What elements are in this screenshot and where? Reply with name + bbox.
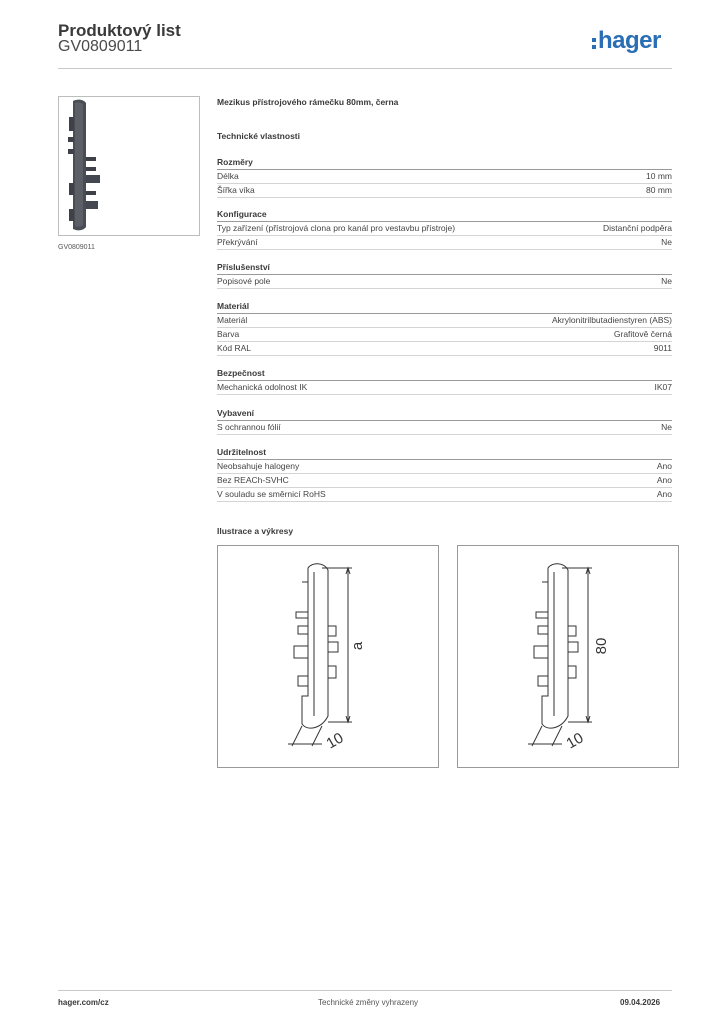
spec-value: Ano xyxy=(656,475,672,485)
spec-label: Neobsahuje halogeny xyxy=(217,461,300,471)
footer-note: Technické změny vyhrazeny xyxy=(318,998,419,1007)
spec-label: Šířka víka xyxy=(217,185,255,195)
spec-row xyxy=(217,342,672,356)
section-title: Konfigurace xyxy=(217,208,672,222)
spec-value: Ano xyxy=(656,489,672,499)
product-code: GV0809011 xyxy=(58,38,143,55)
spec-value: Ano xyxy=(656,461,672,471)
spec-row xyxy=(217,170,672,184)
dimension-drawing-a xyxy=(217,545,439,768)
spec-label: Popisové pole xyxy=(217,276,271,286)
spec-value: 9011 xyxy=(653,343,672,353)
spec-label: Překrývání xyxy=(217,237,258,247)
spec-row xyxy=(217,275,672,289)
section-title: Udržitelnost xyxy=(217,446,672,460)
dimension-label-height: a xyxy=(349,641,366,651)
spec-label: Materiál xyxy=(217,315,248,325)
spec-row xyxy=(217,421,672,435)
section-material xyxy=(217,300,672,356)
spec-value: IK07 xyxy=(654,382,672,392)
spec-value: Akrylonitrilbutadienstyren (ABS) xyxy=(552,315,672,325)
technical-drawing xyxy=(218,546,438,767)
spec-label: Délka xyxy=(217,171,239,181)
page-title: Produktový list xyxy=(58,21,181,40)
section-title: Rozměry xyxy=(217,156,672,170)
spec-value: Ne xyxy=(661,276,672,286)
spec-value: 10 mm xyxy=(646,171,672,181)
spec-row xyxy=(217,381,672,395)
dimension-drawing-80 xyxy=(457,545,679,768)
technical-drawing xyxy=(458,546,678,767)
spec-value: Grafitově černá xyxy=(613,329,672,339)
product-name: Mezikus přístrojového rámečku 80mm, černa xyxy=(217,97,399,107)
section-equipment xyxy=(217,407,672,435)
spec-row xyxy=(217,236,672,250)
spec-label: Barva xyxy=(217,329,240,339)
spec-value: 80 mm xyxy=(646,185,672,195)
product-image-caption: GV0809011 xyxy=(58,244,95,251)
spec-row xyxy=(217,184,672,198)
spec-label: S ochrannou fólií xyxy=(217,422,281,432)
product-photo xyxy=(59,97,199,235)
dimension-label-depth: 10 xyxy=(323,729,347,753)
spec-label: Mechanická odolnost IK xyxy=(217,382,308,392)
section-safety xyxy=(217,367,672,395)
spec-label: Kód RAL xyxy=(217,343,252,353)
footer-divider xyxy=(58,990,672,991)
spec-value: Ne xyxy=(661,237,672,247)
spec-row xyxy=(217,474,672,488)
section-dimensions xyxy=(217,156,672,198)
footer-site-link[interactable]: hager.com/cz xyxy=(58,998,109,1007)
logo-text: hager xyxy=(598,27,661,54)
spec-value: Ne xyxy=(661,422,672,432)
spec-row xyxy=(217,328,672,342)
spec-row xyxy=(217,488,672,502)
logo-dots-icon xyxy=(592,38,596,49)
spec-label: V souladu se směrnicí RoHS xyxy=(217,489,326,499)
tech-properties-title: Technické vlastnosti xyxy=(217,131,300,141)
spec-value: Distanční podpěra xyxy=(603,223,672,233)
product-image-frame xyxy=(58,96,200,236)
footer-date: 09.04.2026 xyxy=(620,998,661,1007)
section-title: Materiál xyxy=(217,300,672,314)
header-divider xyxy=(58,68,672,69)
spec-label: Typ zařízení (přístrojová clona pro kanál pro vestavbu přístroje) xyxy=(217,223,456,233)
section-title: Vybavení xyxy=(217,407,672,421)
spec-row xyxy=(217,460,672,474)
section-title: Příslušenství xyxy=(217,261,672,275)
spec-label: Bez REACh-SVHC xyxy=(217,475,289,485)
illustrations-title: Ilustrace a výkresy xyxy=(217,526,294,536)
dimension-label-height: 80 xyxy=(593,637,610,655)
spec-row xyxy=(217,314,672,328)
section-title: Bezpečnost xyxy=(217,367,672,381)
section-configuration xyxy=(217,208,672,250)
section-accessories xyxy=(217,261,672,289)
hager-logo xyxy=(592,26,661,56)
section-sustainability xyxy=(217,446,672,502)
spec-row xyxy=(217,222,672,236)
dimension-label-depth: 10 xyxy=(563,729,587,753)
